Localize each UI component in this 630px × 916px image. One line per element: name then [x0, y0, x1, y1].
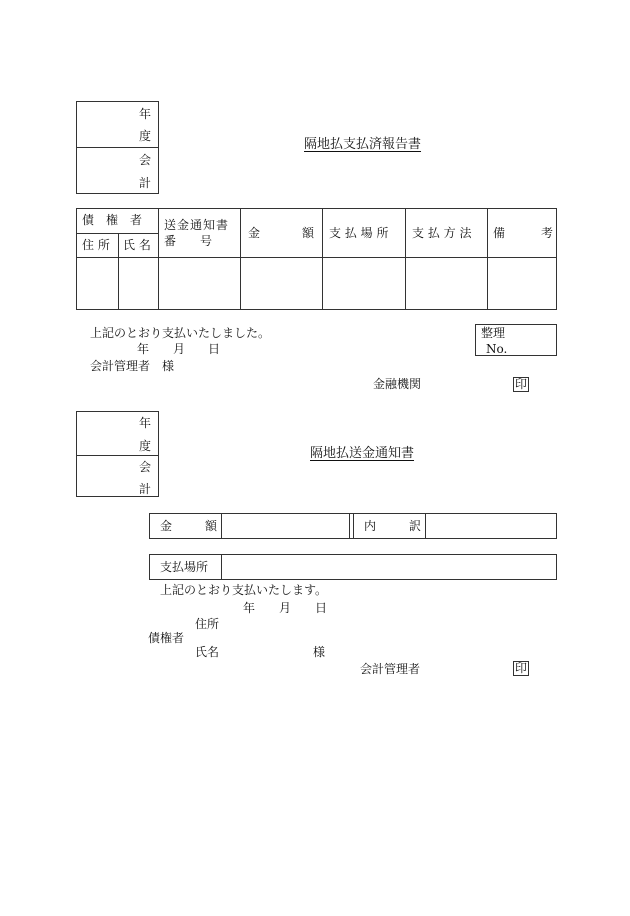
- notice-name-label: 氏名: [195, 645, 220, 659]
- report-table-header-divider: [76, 257, 557, 258]
- report-table-col-address: [118, 233, 119, 310]
- report-table-col-3: [322, 208, 323, 310]
- report-seal-mark: 印: [515, 377, 528, 391]
- notice-period-year: 年: [139, 416, 152, 430]
- notice-breakdown-label: 内 訳: [364, 519, 425, 533]
- notice-pay-place-col: [221, 554, 222, 580]
- report-period-kei: 計: [139, 176, 152, 190]
- header-notice-no-2: 番 号: [164, 234, 213, 248]
- report-period-year: 年: [139, 107, 152, 121]
- report-period-kai: 会: [139, 153, 152, 167]
- notice-date-day: 日: [315, 601, 328, 615]
- notice-title: 隔地払送金通知書: [310, 446, 415, 461]
- report-statement: 上記のとおり支払いたしました。: [90, 326, 271, 340]
- report-ref-label: 整理: [481, 326, 506, 340]
- notice-creditor-label: 債権者: [148, 631, 185, 645]
- notice-statement: 上記のとおり支払いたします。: [160, 583, 328, 597]
- header-amount: 金 額: [248, 226, 321, 240]
- header-name: 氏 名: [123, 238, 151, 252]
- report-date-year: 年: [137, 342, 150, 356]
- report-table-col-5: [487, 208, 488, 310]
- report-addressee: 会計管理者 様: [90, 359, 175, 373]
- report-date-month: 月: [173, 342, 186, 356]
- header-address: 住 所: [82, 238, 110, 252]
- notice-date-month: 月: [279, 601, 292, 615]
- header-pay-method: 支 払 方 法: [412, 226, 472, 240]
- notice-accountant-label: 会計管理者: [360, 662, 421, 676]
- notice-sama: 様: [313, 645, 326, 659]
- header-creditor: 債 権 者: [82, 213, 143, 227]
- notice-seal-mark: 印: [515, 661, 528, 675]
- report-date-day: 日: [208, 342, 221, 356]
- report-table-col-4: [405, 208, 406, 310]
- notice-date-year: 年: [243, 601, 256, 615]
- report-bank-label: 金融機関: [373, 377, 422, 391]
- notice-amount-col-2: [349, 513, 350, 539]
- header-notice-no-1: 送金通知書: [164, 218, 230, 232]
- notice-amount-col-1: [221, 513, 222, 539]
- header-remarks: 備 考: [493, 226, 558, 240]
- notice-address-label: 住所: [195, 617, 220, 631]
- notice-pay-place-label: 支払場所: [160, 560, 209, 574]
- report-title: 隔地払支払済報告書: [304, 137, 422, 152]
- notice-period-degree: 度: [139, 439, 152, 453]
- notice-period-kai: 会: [139, 460, 152, 474]
- report-table-col-2: [240, 208, 241, 310]
- report-table: [76, 208, 557, 310]
- report-period-divider: [76, 147, 159, 148]
- notice-period-kei: 計: [139, 482, 152, 496]
- notice-amount-col-3: [353, 513, 354, 539]
- report-table-col-1: [158, 208, 159, 310]
- notice-pay-place-row: [149, 554, 557, 580]
- notice-period-divider: [76, 455, 159, 456]
- report-period-degree: 度: [139, 129, 152, 143]
- notice-amount-label: 金 額: [160, 519, 221, 533]
- report-ref-no: No.: [486, 342, 508, 356]
- notice-amount-col-4: [425, 513, 426, 539]
- header-pay-place: 支 払 場 所: [329, 226, 389, 240]
